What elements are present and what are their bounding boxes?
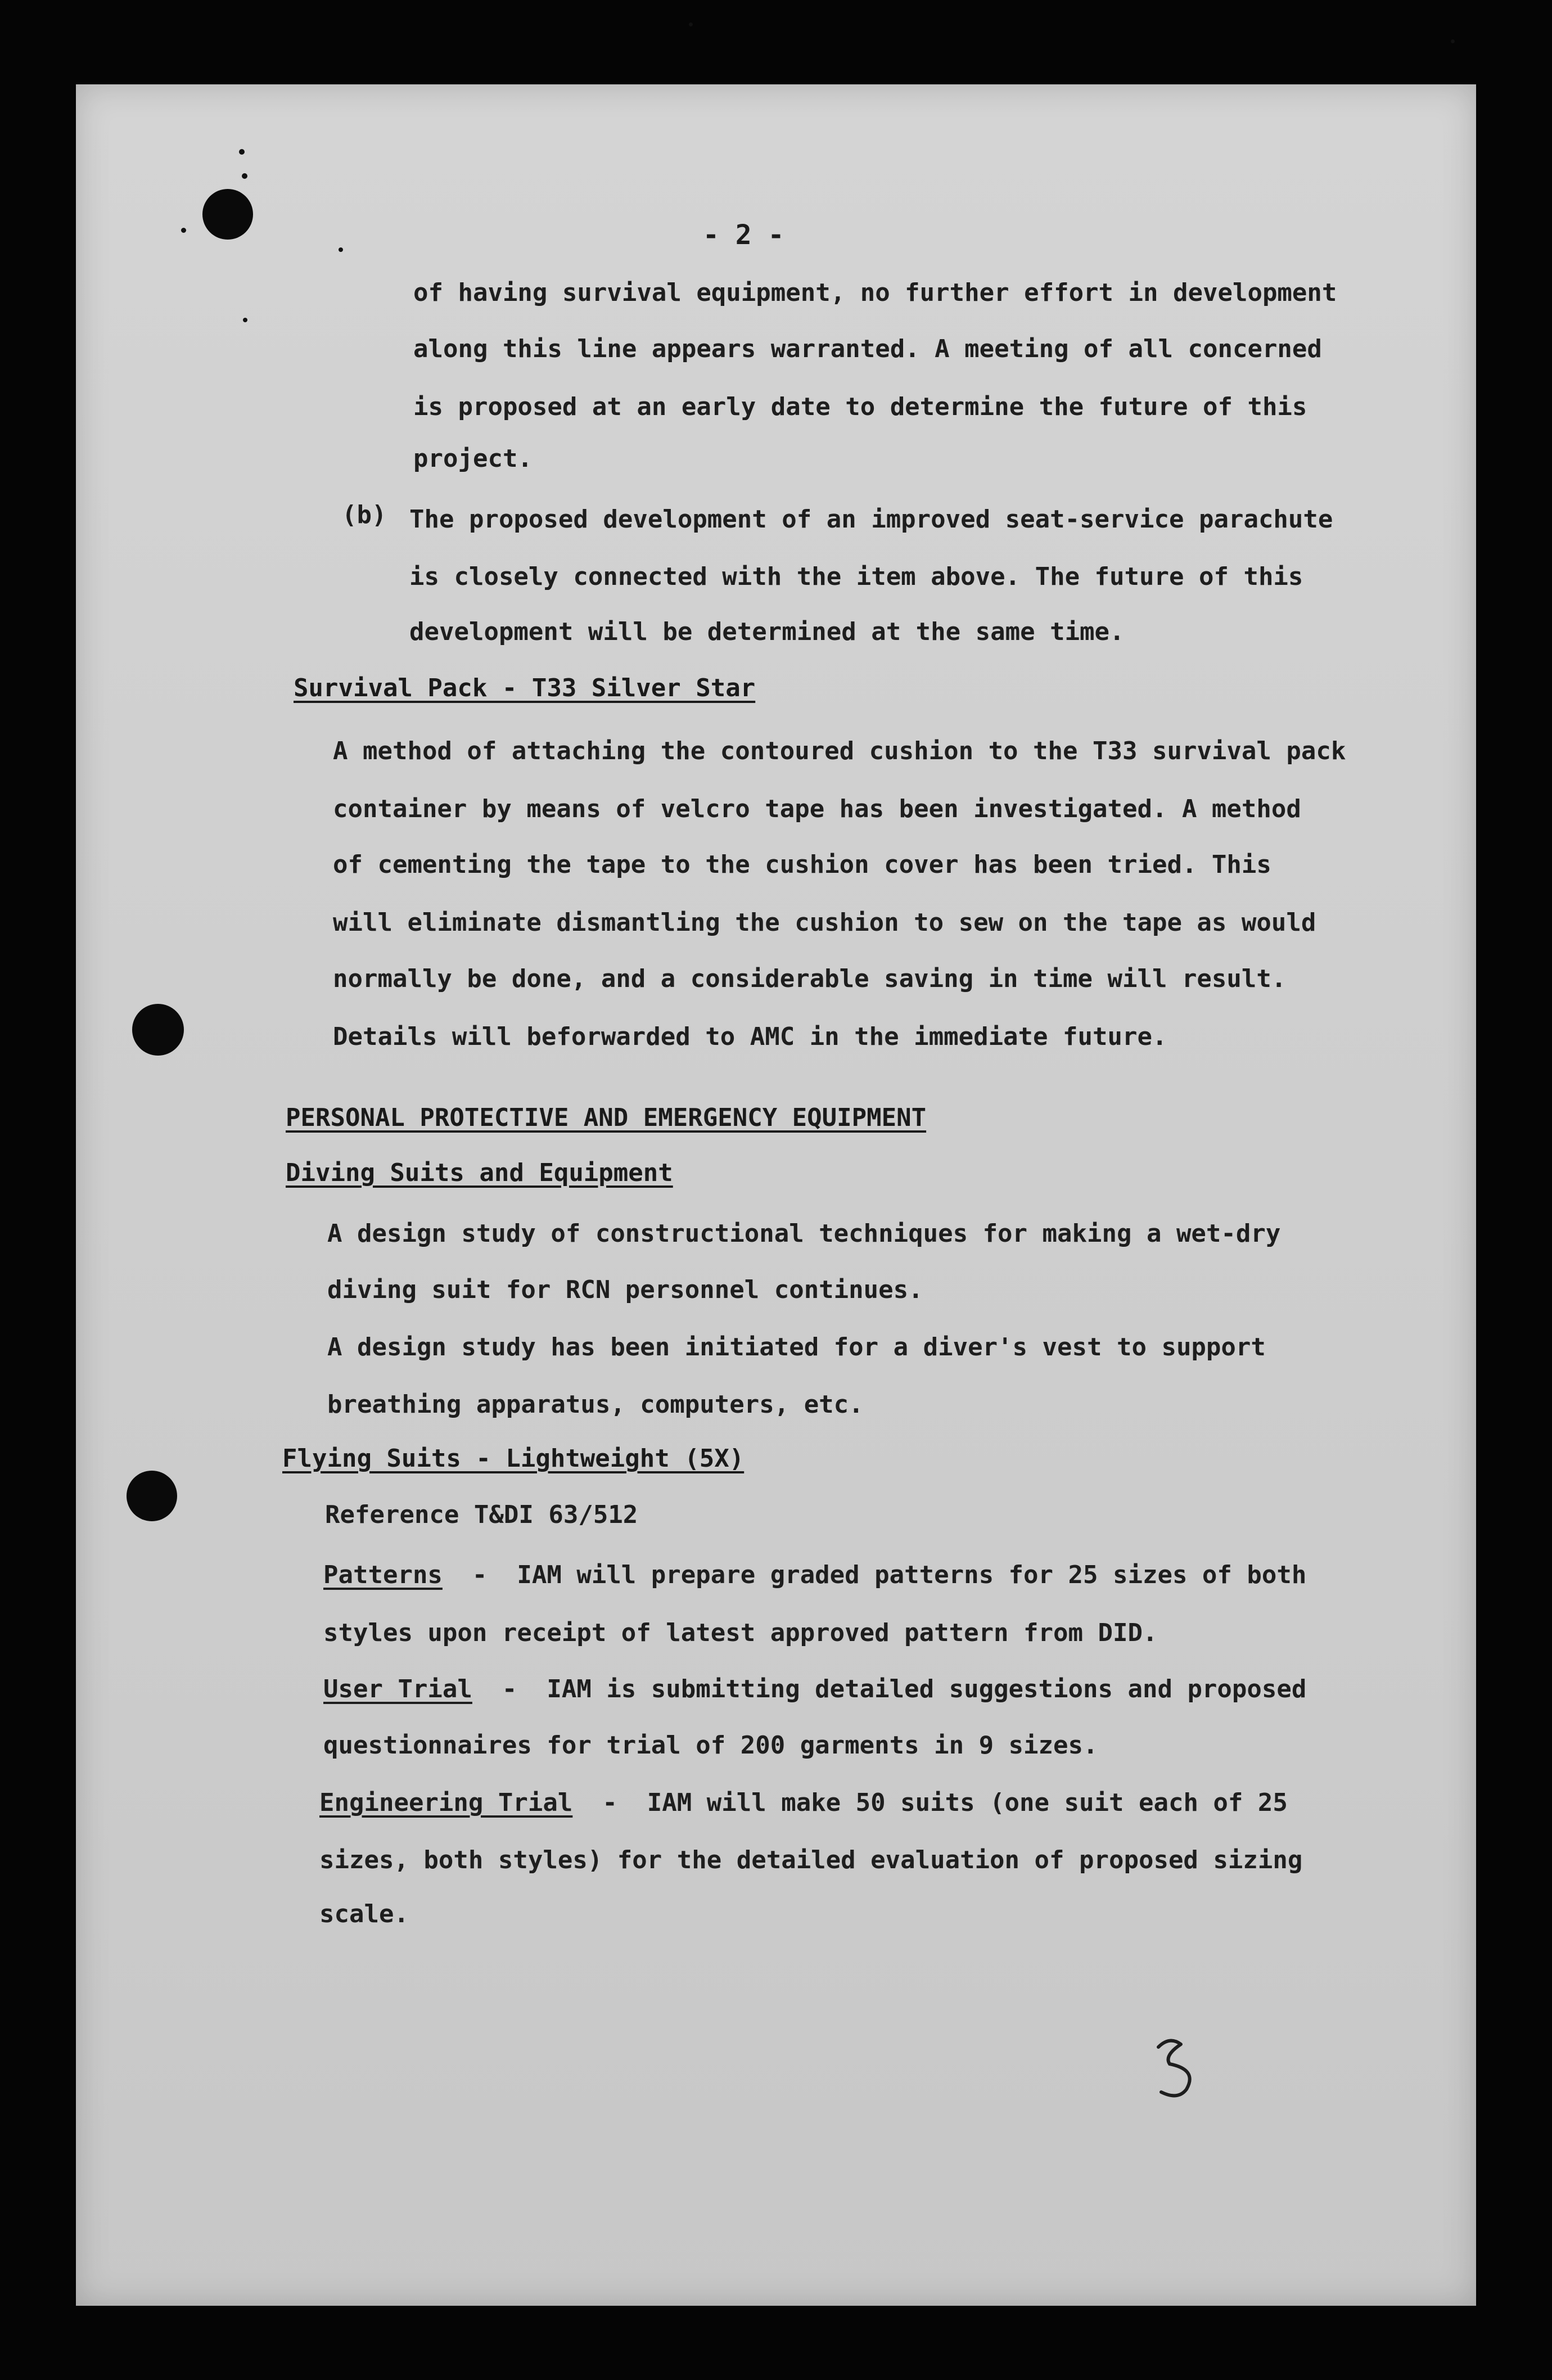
user-trial-paragraph-line-2: questionnaires for trial of 200 garments in 9 sizes. — [323, 1731, 1098, 1760]
user-trial-paragraph-line-1 — [323, 1675, 1306, 1703]
speck — [243, 318, 247, 322]
survival-pack-line-5: normally be done, and a considerable saving in time will result. — [333, 964, 1287, 993]
section-a-line-2: along this line appears warranted. A meeting of all concerned — [413, 335, 1322, 363]
speck — [339, 247, 343, 252]
engineering-trial-label: Engineering Trial — [319, 1788, 573, 1817]
speck — [242, 173, 247, 179]
item-b-label: (b) — [342, 501, 387, 529]
user-trial-label: User Trial — [323, 1675, 472, 1703]
speck — [239, 149, 245, 155]
diving-suits-line-2: diving suit for RCN personnel continues. — [327, 1275, 923, 1304]
flying-suits-heading: Flying Suits - Lightweight (5X) — [282, 1444, 745, 1473]
survival-pack-line-6: Details will beforwarded to AMC in the immediate future. — [333, 1022, 1167, 1051]
section-a-line-4: project. — [413, 444, 533, 473]
user-trial-text-1: - IAM is submitting detailed suggestions and proposed — [472, 1675, 1307, 1703]
diving-suits-line-4: breathing apparatus, computers, etc. — [327, 1390, 864, 1419]
punch-hole-bottom — [127, 1471, 177, 1521]
section-a-line-1: of having survival equipment, no further effort in development — [413, 278, 1337, 307]
speck — [689, 22, 693, 26]
survival-pack-heading: Survival Pack - T33 Silver Star — [294, 674, 756, 702]
section-b-line-3: development will be determined at the same time. — [409, 617, 1125, 646]
patterns-label: Patterns — [323, 1561, 443, 1589]
survival-pack-line-3: of cementing the tape to the cushion cover has been tried. This — [333, 850, 1271, 879]
diving-suits-line-1: A design study of constructional techniques for making a wet-dry — [327, 1219, 1281, 1248]
survival-pack-line-2: container by means of velcro tape has been investigated. A method — [333, 795, 1301, 823]
speck — [1451, 39, 1455, 43]
survival-pack-line-4: will eliminate dismantling the cushion to sew on the tape as would — [333, 908, 1316, 937]
section-b-line-1: The proposed development of an improved seat-service parachute — [409, 505, 1333, 534]
engineering-trial-paragraph-line-1 — [319, 1788, 1288, 1817]
speck — [181, 228, 186, 233]
engineering-trial-paragraph-line-2: sizes, both styles) for the detailed evaluation of proposed sizing — [319, 1846, 1303, 1874]
page-number: - 2 - — [703, 219, 784, 251]
diving-suits-line-3: A design study has been initiated for a diver's vest to support — [327, 1333, 1266, 1362]
patterns-text-1: - IAM will prepare graded patterns for 25 sizes of both — [442, 1561, 1307, 1589]
handwritten-mark-icon — [1147, 2030, 1209, 2103]
personal-protective-heading: PERSONAL PROTECTIVE AND EMERGENCY EQUIPMENT — [286, 1103, 927, 1132]
engineering-trial-text-1: - IAM will make 50 suits (one suit each of 25 — [572, 1788, 1288, 1817]
punch-hole-middle — [132, 1004, 184, 1056]
engineering-trial-paragraph-line-3: scale. — [319, 1900, 409, 1928]
diving-suits-heading: Diving Suits and Equipment — [286, 1159, 673, 1187]
patterns-paragraph-line-1 — [323, 1561, 1306, 1589]
section-b-line-2: is closely connected with the item above. The future of this — [409, 562, 1303, 591]
survival-pack-line-1: A method of attaching the contoured cushion to the T33 survival pack — [333, 737, 1346, 765]
patterns-paragraph-line-2: styles upon receipt of latest approved pattern from DID. — [323, 1619, 1158, 1647]
section-a-line-3: is proposed at an early date to determine the future of this — [413, 393, 1307, 421]
punch-hole-top — [202, 189, 253, 240]
flying-suits-reference: Reference T&DI 63/512 — [325, 1500, 638, 1529]
